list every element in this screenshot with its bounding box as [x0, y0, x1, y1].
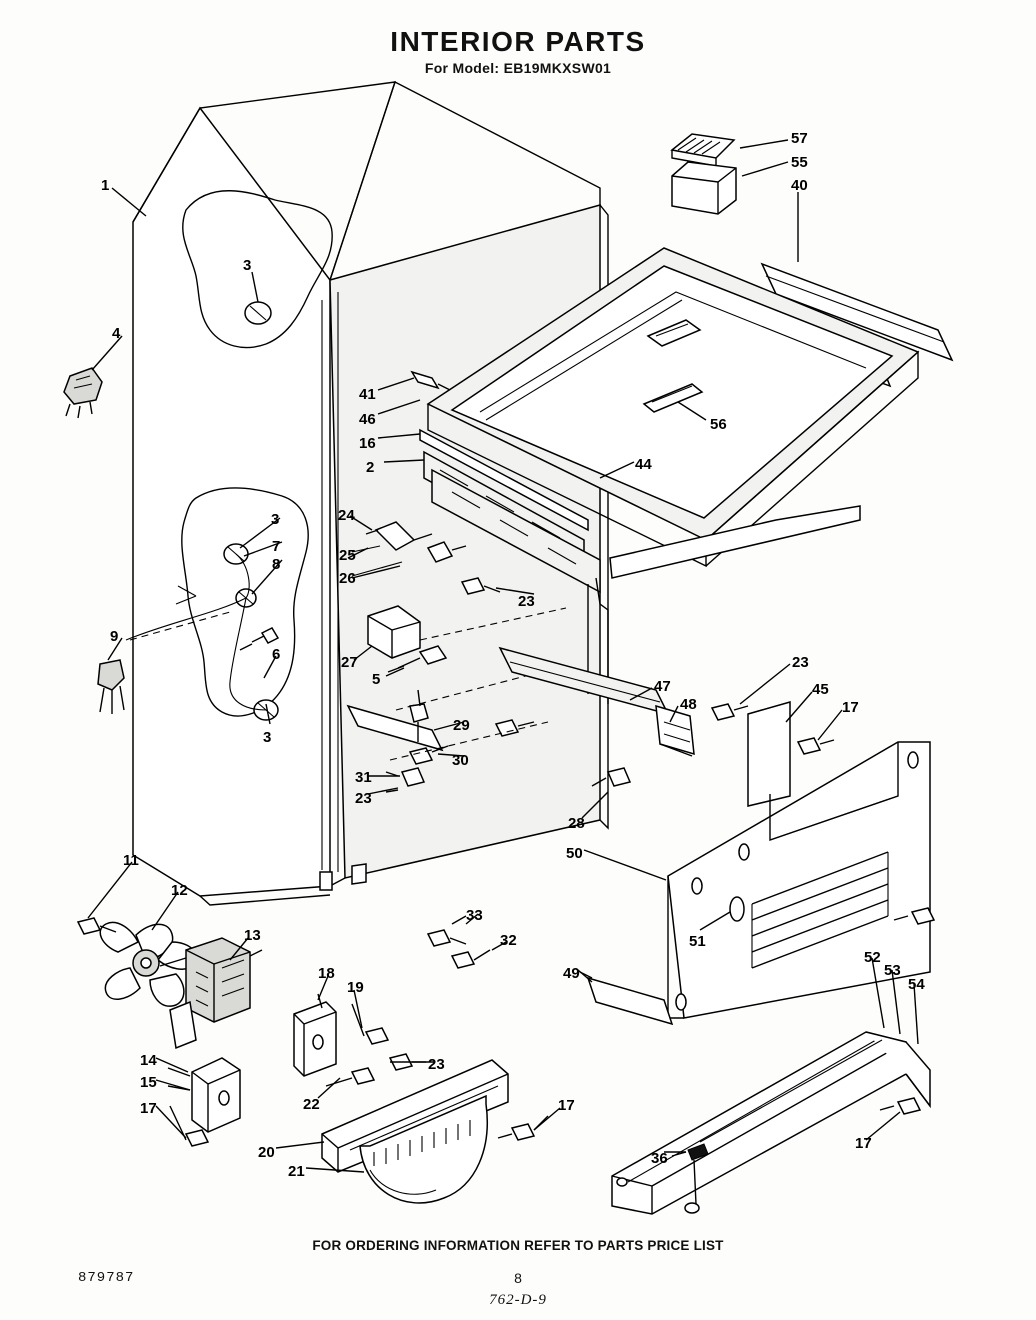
- callout-number: 25: [339, 547, 356, 564]
- callout-number: 45: [812, 681, 829, 698]
- callout-number: 51: [689, 933, 706, 950]
- callout-number: 14: [140, 1052, 157, 1069]
- callout-number: 1: [101, 177, 110, 194]
- callout-number: 23: [792, 654, 809, 671]
- callout-number: 3: [263, 729, 272, 746]
- callout-number: 4: [112, 325, 121, 342]
- callout-number: 31: [355, 769, 372, 786]
- callout-number: 41: [359, 386, 376, 403]
- revision-code: 762-D-9: [489, 1292, 547, 1308]
- callout-number: 12: [171, 882, 188, 899]
- part-23-screw-b: [712, 704, 748, 720]
- callout-number: 44: [635, 456, 652, 473]
- callout-number: 9: [110, 628, 119, 645]
- callout-number: 22: [303, 1096, 320, 1113]
- part-18-19-bracket: [294, 994, 388, 1086]
- part-12-fan-blade: [100, 922, 196, 1006]
- callout-number: 49: [563, 965, 580, 982]
- callout-number: 6: [272, 646, 281, 663]
- callout-number: 17: [558, 1097, 575, 1114]
- callout-number: 54: [908, 976, 925, 993]
- ordering-note: FOR ORDERING INFORMATION REFER TO PARTS PRICE LIST: [312, 1238, 724, 1253]
- callout-number: 36: [651, 1150, 668, 1167]
- page-title: INTERIOR PARTS: [390, 26, 646, 57]
- part-55-tray: [672, 162, 736, 214]
- callout-number: 56: [710, 416, 727, 433]
- callout-number: 7: [272, 538, 281, 555]
- callout-number: 20: [258, 1144, 275, 1161]
- callout-number: 26: [339, 570, 356, 587]
- part-17-screw-b: [798, 738, 834, 754]
- page-number: 8: [514, 1270, 522, 1286]
- part-4-terminal-block: [64, 368, 102, 418]
- callout-number: 17: [855, 1135, 872, 1152]
- shelf-lower-rail: [588, 506, 860, 704]
- callout-number: 3: [243, 257, 252, 274]
- callout-number: 15: [140, 1074, 157, 1091]
- callout-number: 21: [288, 1163, 305, 1180]
- callout-number: 23: [355, 790, 372, 807]
- document-number: 879787: [78, 1270, 135, 1286]
- callout-number: 11: [123, 852, 139, 869]
- callout-number: 5: [372, 671, 381, 688]
- callout-number: 52: [864, 949, 881, 966]
- callout-number: 17: [140, 1100, 157, 1117]
- callout-number: 55: [791, 154, 808, 171]
- part-20-21-air-housing: [322, 1060, 508, 1203]
- callout-number: 23: [428, 1056, 445, 1073]
- callout-number: 50: [566, 845, 583, 862]
- callout-number: 48: [680, 696, 697, 713]
- part-52-53-54-bracket: [612, 1032, 930, 1214]
- callout-number: 29: [453, 717, 470, 734]
- callout-number: 17: [842, 699, 859, 716]
- part-57-grille: [672, 134, 734, 166]
- callout-number: 2: [366, 459, 375, 476]
- callout-number: 28: [568, 815, 585, 832]
- callout-number: 13: [244, 927, 261, 944]
- callout-number: 46: [359, 411, 376, 428]
- callout-number: 47: [654, 678, 671, 695]
- callout-number: 57: [791, 130, 808, 147]
- model-subtitle: For Model: EB19MKXSW01: [424, 60, 612, 76]
- callout-number: 27: [341, 654, 358, 671]
- callout-number: 24: [338, 507, 355, 524]
- part-17-screw-d: [880, 1098, 920, 1114]
- part-49-rail: [580, 972, 672, 1024]
- part-45-panel: [748, 702, 790, 806]
- callout-number: 23: [518, 593, 535, 610]
- callout-number: 3: [271, 511, 280, 528]
- callout-number: 18: [318, 965, 335, 982]
- callout-number: 32: [500, 932, 517, 949]
- part-14-15-plate: [168, 1058, 240, 1146]
- callout-number: 33: [466, 907, 483, 924]
- callout-number: 16: [359, 435, 376, 452]
- part-9-connector: [98, 660, 124, 714]
- part-17-screw-e: [498, 1116, 548, 1140]
- callout-number: 30: [452, 752, 469, 769]
- callout-number: 19: [347, 979, 364, 996]
- callout-number: 53: [884, 962, 901, 979]
- callout-number: 8: [272, 556, 281, 573]
- callout-number: 40: [791, 177, 808, 194]
